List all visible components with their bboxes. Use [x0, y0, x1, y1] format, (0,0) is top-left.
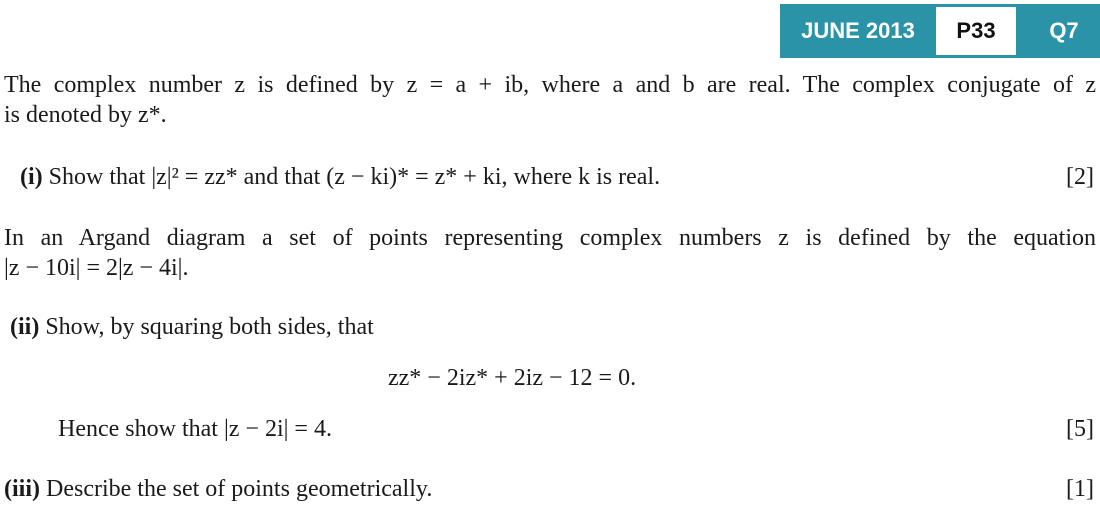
part-iii — [4, 475, 432, 503]
question-number: Q7 — [1016, 4, 1100, 58]
part-ii-marks: [5] — [1066, 416, 1094, 442]
exam-reference-badge — [780, 4, 1100, 58]
part-i-marks: [2] — [1066, 164, 1094, 190]
part-i — [20, 163, 660, 191]
part-ii-equation: zz* − 2iz* + 2iz − 12 = 0. — [388, 365, 637, 391]
exam-date: JUNE 2013 — [780, 4, 936, 58]
part-i-label: (i) — [20, 164, 43, 190]
paper-number: P33 — [936, 4, 1016, 58]
part-iii-text: Describe the set of points geometrically. — [46, 476, 433, 502]
part-ii-hence: Hence show that |z − 2i| = 4. — [58, 416, 332, 442]
intro-line-2: is denoted by z*. — [4, 102, 167, 128]
part-iii-marks: [1] — [1066, 476, 1094, 502]
part-iii-label: (iii) — [4, 476, 40, 502]
argand-line-1: In an Argand diagram a set of points representing complex numbers z is defined by the equation — [4, 225, 1096, 251]
argand-line-2: |z − 10i| = 2|z − 4i|. — [4, 255, 189, 281]
part-ii-text: Show, by squaring both sides, that — [45, 314, 374, 340]
part-ii-label: (ii) — [10, 314, 40, 340]
part-ii — [10, 313, 374, 341]
intro-line-1: The complex number z is defined by z = a + ib, where a and b are real. The complex conjugate of z — [4, 72, 1096, 98]
part-i-text: Show that |z|² = zz* and that (z − ki)* = z* + ki, where k is real. — [48, 164, 661, 190]
